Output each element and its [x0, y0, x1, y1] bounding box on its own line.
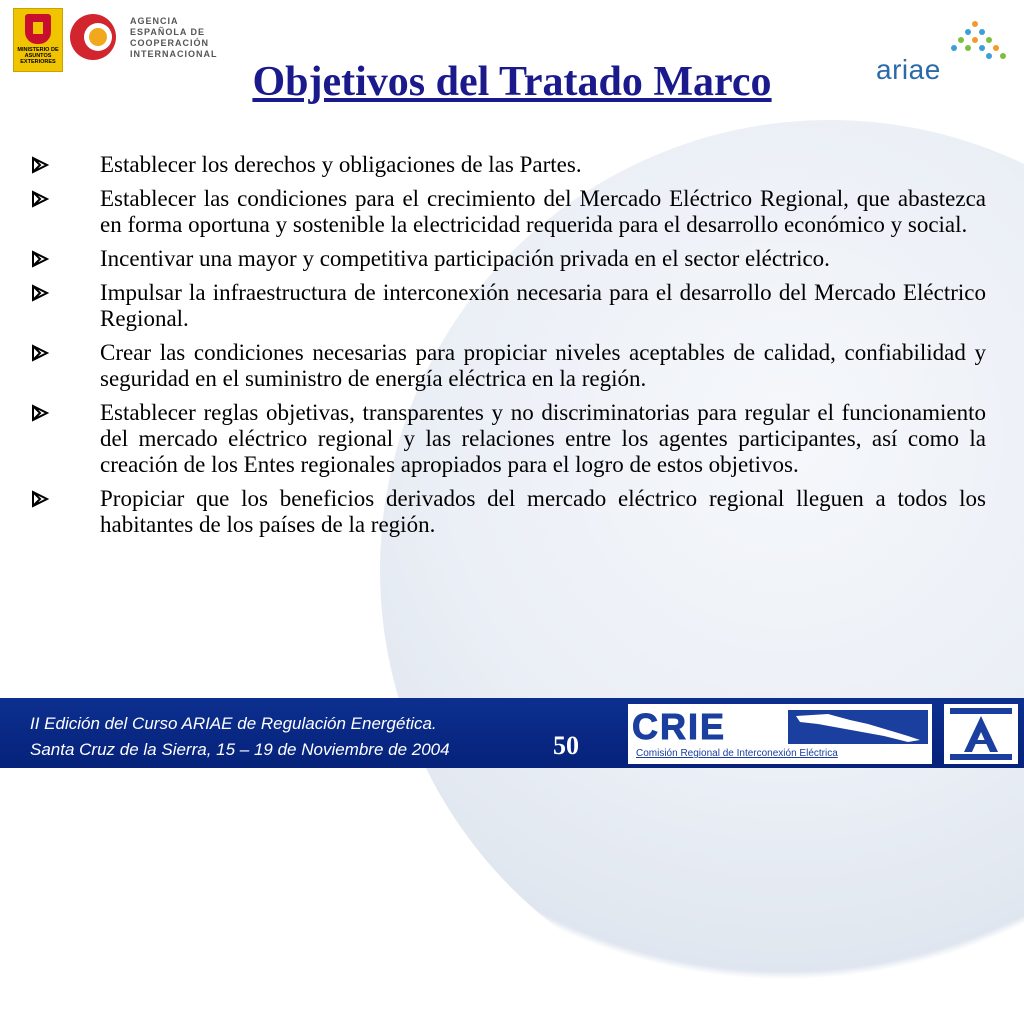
bullet-text: Establecer los derechos y obligaciones de las Partes. — [100, 152, 582, 177]
objectives-list — [30, 152, 986, 546]
arrow-bullet-icon — [30, 486, 50, 512]
list-item — [30, 246, 986, 272]
bullet-text: Propiciar que los beneficios derivados del mercado eléctrico regional lleguen a todos los habitantes de los países de la región. — [100, 486, 986, 537]
institution-emblem-icon — [944, 704, 1018, 764]
page-number: 50 — [553, 731, 579, 760]
coat-of-arms-icon — [25, 14, 51, 44]
ariae-wordmark: ariae — [876, 54, 941, 85]
crie-wordmark: CRIE — [632, 706, 727, 747]
arrow-bullet-icon — [30, 340, 50, 366]
bullet-text: Incentivar una mayor y competitiva participación privada en el sector eléctrico. — [100, 246, 830, 271]
arrow-bullet-icon — [30, 186, 50, 212]
bullet-text: Crear las condiciones necesarias para propiciar niveles aceptables de calidad, confiabilidad y seguridad en el suministro de energía eléctrica en la región. — [100, 340, 986, 391]
agency-line: INTERNACIONAL — [130, 49, 218, 59]
course-location-date: Santa Cruz de la Sierra, 15 – 19 de Noviembre de 2004 — [30, 740, 450, 759]
crie-logo — [628, 704, 932, 764]
list-item — [30, 400, 986, 478]
bullet-text: Establecer las condiciones para el crecimiento del Mercado Eléctrico Regional, que abastezca en forma oportuna y sostenible la electricidad requerida para el desarrollo económico y social. — [100, 186, 986, 237]
agency-line: AGENCIA — [130, 16, 179, 26]
central-america-map-icon — [788, 710, 928, 744]
list-item — [30, 486, 986, 538]
course-title: II Edición del Curso ARIAE de Regulación Energética. — [30, 714, 437, 733]
arrow-bullet-icon — [30, 280, 50, 306]
arrow-bullet-icon — [30, 152, 50, 178]
ministerio-text: MINISTERIO DE ASUNTOS EXTERIORES — [17, 47, 59, 65]
agency-line: ESPAÑOLA DE — [130, 27, 206, 37]
agency-line: COOPERACIÓN — [130, 38, 210, 48]
list-item — [30, 152, 986, 178]
list-item — [30, 340, 986, 392]
list-item — [30, 280, 986, 332]
arrow-bullet-icon — [30, 246, 50, 272]
bullet-text: Impulsar la infraestructura de interconexión necesaria para el desarrollo del Mercado Eléctrico Regional. — [100, 280, 986, 331]
crie-subtitle: Comisión Regional de Interconexión Eléctrica — [636, 748, 838, 759]
agency-name — [130, 16, 218, 60]
aecid-logo-icon — [68, 12, 118, 62]
slide-title: Objetivos del Tratado Marco — [252, 59, 772, 105]
arrow-bullet-icon — [30, 400, 50, 426]
bullet-text: Establecer reglas objetivas, transparentes y no discriminatorias para regular el funcionamiento del mercado eléctrico regional y las relaciones entre los agentes participantes, así como la creación de los Entes regionales apropiados para el logro de estos objetivos. — [100, 400, 986, 477]
list-item — [30, 186, 986, 238]
